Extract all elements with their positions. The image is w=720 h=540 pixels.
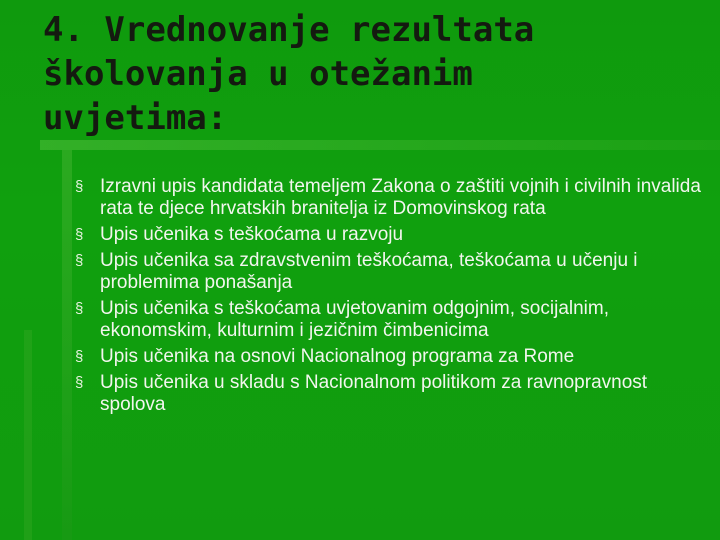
bullet-icon: § [75, 300, 84, 317]
list-item-text: Izravni upis kandidata temeljem Zakona o zaštiti vojnih i civilnih invalida rata te djece hrvatskih branitelja iz Domovinskog rata [100, 176, 701, 219]
list-item-text: Upis učenika s teškoćama uvjetovanim odgojnim, socijalnim, ekonomskim, kulturnim i jezičnim čimbenicima [100, 298, 610, 341]
list-item-text: Upis učenika sa zdravstvenim teškoćama, teškoćama u učenju i problemima ponašanja [100, 250, 638, 293]
decorative-vertical-stripe [62, 150, 72, 540]
list-item-text: Upis učenika s teškoćama u razvoju [100, 224, 404, 245]
slide-title [43, 8, 683, 140]
list-item [75, 298, 705, 342]
list-item [75, 372, 705, 416]
list-item [75, 250, 705, 294]
list-item-text: Upis učenika u skladu s Nacionalnom politikom za ravnopravnost spolova [100, 372, 648, 415]
slide-title-line-3: uvjetima: [43, 98, 228, 138]
list-item [75, 176, 705, 220]
decorative-horizontal-stripe [40, 140, 720, 150]
bullet-icon: § [75, 226, 84, 243]
decorative-vertical-stripe-left [24, 330, 32, 540]
list-item [75, 346, 705, 368]
slide-title-line-2: školovanja u otežanim [43, 54, 473, 94]
bullet-icon: § [75, 252, 84, 269]
bullet-icon: § [75, 374, 84, 391]
list-item [75, 224, 705, 246]
bullet-list [75, 176, 705, 420]
bullet-icon: § [75, 348, 84, 365]
bullet-icon: § [75, 178, 84, 195]
list-item-text: Upis učenika na osnovi Nacionalnog programa za Rome [100, 346, 575, 367]
slide-title-line-1: 4. Vrednovanje rezultata [43, 10, 535, 50]
